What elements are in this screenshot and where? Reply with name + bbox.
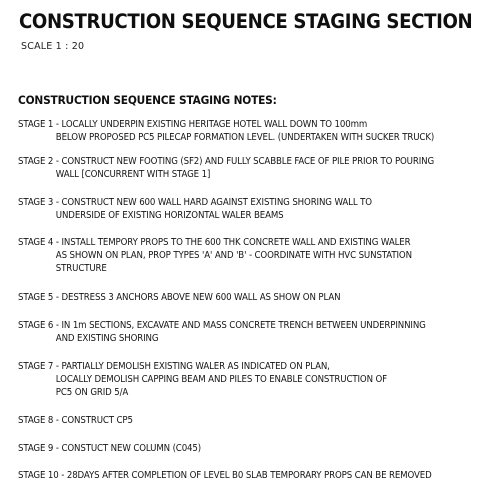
stage-line: BELOW PROPOSED PC5 PILECAP FORMATION LEVEL. (UNDERTAKEN WITH SUCKER TRUCK) xyxy=(55,132,435,143)
stage-label: STAGE 10 - xyxy=(18,470,67,481)
stage-line: PC5 ON GRID 5/A xyxy=(55,387,129,398)
stage-line: LOCALLY DEMOLISH CAPPING BEAM AND PILES TO ENABLE CONSTRUCTION OF xyxy=(55,374,388,385)
stage-line: PARTIALLY DEMOLISH EXISTING WALER AS INDICATED ON PLAN, xyxy=(61,361,330,372)
page-title: CONSTRUCTION SEQUENCE STAGING SECTION xyxy=(19,10,473,33)
stage-line: LOCALLY UNDERPIN EXISTING HERITAGE HOTEL WALL DOWN TO 100mm xyxy=(61,119,368,130)
stage-line: 28DAYS AFTER COMPLETION OF LEVEL B0 SLAB TEMPORARY PROPS CAN BE REMOVED xyxy=(66,470,432,481)
stage-line: UNDERSIDE OF EXISTING HORIZONTAL WALER BEAMS xyxy=(55,210,284,221)
stage-line: IN 1m SECTIONS, EXCAVATE AND MASS CONCRETE TRENCH BETWEEN UNDERPINNING xyxy=(61,320,426,331)
stage-label: STAGE 8 - xyxy=(18,415,62,426)
stage-label: STAGE 1 - xyxy=(18,119,62,130)
stage-label: STAGE 3 - xyxy=(18,197,62,208)
stage-line: STRUCTURE xyxy=(55,263,107,274)
stage-note-3 xyxy=(18,196,372,222)
stage-line: WALL [CONCURRENT WITH STAGE 1] xyxy=(55,169,211,180)
stage-label: STAGE 6 - xyxy=(18,320,62,331)
stage-line: CONSTUCT NEW COLUMN (C045) xyxy=(61,443,202,454)
stage-line: AND EXISTING SHORING xyxy=(55,333,159,344)
stage-note-10 xyxy=(18,469,432,482)
notes-heading: CONSTRUCTION SEQUENCE STAGING NOTES: xyxy=(18,93,277,107)
stage-note-9 xyxy=(18,442,201,455)
stage-note-2 xyxy=(18,155,434,181)
stage-line: CONSTRUCT NEW FOOTING (SF2) AND FULLY SCABBLE FACE OF PILE PRIOR TO POURING xyxy=(61,156,435,167)
stage-note-4 xyxy=(18,236,412,275)
stage-label: STAGE 9 - xyxy=(18,443,62,454)
stage-line: CONSTRUCT CP5 xyxy=(61,415,133,426)
stage-label: STAGE 2 - xyxy=(18,156,62,167)
scale-label: SCALE 1 : 20 xyxy=(21,41,85,52)
stage-note-8 xyxy=(18,414,133,427)
stage-line: INSTALL TEMPORY PROPS TO THE 600 THK CONCRETE WALL AND EXISTING WALER xyxy=(61,237,411,248)
stage-line: DESTRESS 3 ANCHORS ABOVE NEW 600 WALL AS SHOW ON PLAN xyxy=(61,292,341,303)
stage-label: STAGE 4 - xyxy=(18,237,62,248)
stage-line: CONSTRUCT NEW 600 WALL HARD AGAINST EXISTING SHORING WALL TO xyxy=(61,197,372,208)
stage-note-6 xyxy=(18,319,426,345)
stage-note-5 xyxy=(18,291,340,304)
stage-note-7 xyxy=(18,360,387,399)
stage-label: STAGE 7 - xyxy=(18,361,62,372)
stage-label: STAGE 5 - xyxy=(18,292,62,303)
stage-note-1 xyxy=(18,118,434,144)
stage-line: AS SHOWN ON PLAN, PROP TYPES 'A' AND 'B' - COORDINATE WITH HVC SUNSTATION xyxy=(55,250,412,261)
